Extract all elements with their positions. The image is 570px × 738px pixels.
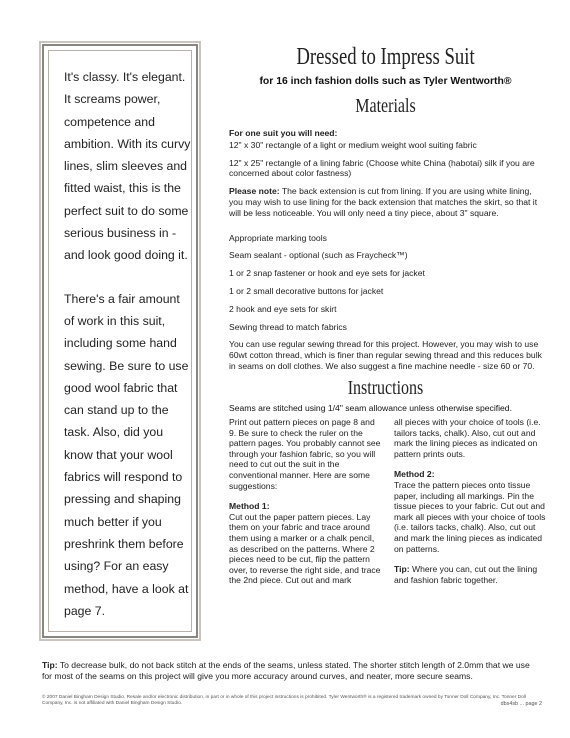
bottom-tip	[42, 660, 542, 682]
tool-item-6: Sewing thread to match fabrics	[229, 321, 347, 332]
materials-item-2: 12" x 25" rectangle of a lining fabric (Choose white China (habotai) silk if you are concerned about color fastness)	[229, 157, 535, 179]
page-subtitle: for 16 inch fashion dolls such as Tyler Wentworth®	[259, 76, 512, 87]
copyright-footer: © 2007 Daniel Bingham Design Studio. Resale and/or electronic distribution, in part or in whole of this project instructions is prohibited. Tyler Wentworth® is a registered trademark owned by Tonner Doll Company, Inc. Tonner Doll Company, Inc. is not affiliated with Daniel Bingham Design Studio.	[42, 695, 526, 707]
tool-item-5: 2 hook and eye sets for skirt	[229, 303, 337, 314]
sidebar-paragraph-1: It's classy. It's elegant. It screams power, competence and ambition. With its curvy lines, slim sleeves and fitted waist, this is the perfect suit to do some serious business in - and look good doing it.	[64, 70, 191, 263]
column-tip	[394, 564, 546, 585]
tool-item-2: Seam sealant - optional (such as Fraycheck™)	[229, 250, 408, 261]
instructions-column-1	[229, 417, 381, 596]
materials-note	[229, 186, 542, 218]
sidebar-text	[64, 66, 192, 622]
column-tip-label: Tip:	[394, 564, 410, 575]
instructions-col2-text: all pieces with your choice of tools (i.e. tailors tacks, chalk). Also, cut out and mark the lining pieces as indicated on pattern prints outs.	[394, 417, 541, 459]
tool-item-1: Appropriate marking tools	[229, 232, 327, 243]
sidebar-box	[42, 44, 198, 638]
page-title: Dressed to Impress Suit	[296, 44, 475, 70]
materials-heading: Materials	[355, 95, 416, 117]
method-2-text: Trace the pattern pieces onto tissue paper, including all markings. Pin the tissue pieces to your fabric. Cut out and mark all pieces with your choice of tools (i.e. tailors tacks, chalk). Also, cut out and mark the lining pieces as indicated on patterns.	[394, 479, 546, 554]
note-label: Please note:	[229, 186, 280, 197]
materials-section	[229, 128, 542, 379]
instructions-intro: Seams are stitched using 1/4" seam allowance unless otherwise specified.	[229, 403, 512, 413]
sidebar-paragraph-2: There's a fair amount of work in this suit, including some hand sewing. Be sure to use good wool fabric that can stand up to the task. Also, did you know that your wool fabrics will respond to pressing and shaping much better if you preshrink them before using? For an easy method, have a look at page 7.	[64, 291, 189, 618]
instructions-col1-text: Print out pattern pieces on page 8 and 9. Be sure to check the ruler on the pattern pages. You probably cannot see through your fashion fabric, so you will need to cut out the suit in the conventional manner. Here are some suggestions:	[229, 417, 381, 491]
note-text: The back extension is cut from lining. If you are using white lining, you may wish to use lining for the back extension that matches the skirt, so that it will be less noticeable. You will only need a tiny piece, about 3" square.	[229, 186, 538, 218]
thread-note: You can use regular sewing thread for this project. However, you may wish to use 60wt cotton thread, which is finer than regular sewing thread and this reduces bulk in seams on doll clothes. We also suggest a fine machine needle - size 60 or 70.	[229, 339, 542, 371]
bottom-tip-label: Tip:	[42, 660, 58, 670]
instructions-column-2	[394, 417, 546, 595]
bottom-tip-text: To decrease bulk, do not back stitch at the ends of the seams, unless stated. The shorter stitch length of 2.0mm that we use for most of the seams on this project will give you more accuracy around curves, and neater, more secure seams.	[42, 660, 530, 681]
column-tip-text: Where you can, cut out the lining and fashion fabric together.	[394, 564, 538, 585]
method-2-title: Method 2:	[394, 469, 435, 480]
tool-item-3: 1 or 2 snap fastener or hook and eye sets for jacket	[229, 268, 425, 279]
method-1-title: Method 1:	[229, 501, 270, 512]
page-reference: dbs4sb ... page 2	[500, 701, 542, 707]
tool-item-4: 1 or 2 small decorative buttons for jacket	[229, 285, 384, 296]
materials-item-1: 12" x 30" rectangle of a light or medium weight wool suiting fabric	[229, 139, 477, 150]
instructions-heading: Instructions	[347, 377, 424, 399]
method-1-text: Cut out the paper pattern pieces. Lay them on your fabric and trace around them using a marker or a chalk pencil, as described on the patterns. Where 2 pieces need to be cut, flip the pattern over, to reverse the right side, and trace the 2nd piece. Cut out and mark	[229, 511, 381, 586]
materials-lead: For one suit you will need:	[229, 128, 338, 138]
